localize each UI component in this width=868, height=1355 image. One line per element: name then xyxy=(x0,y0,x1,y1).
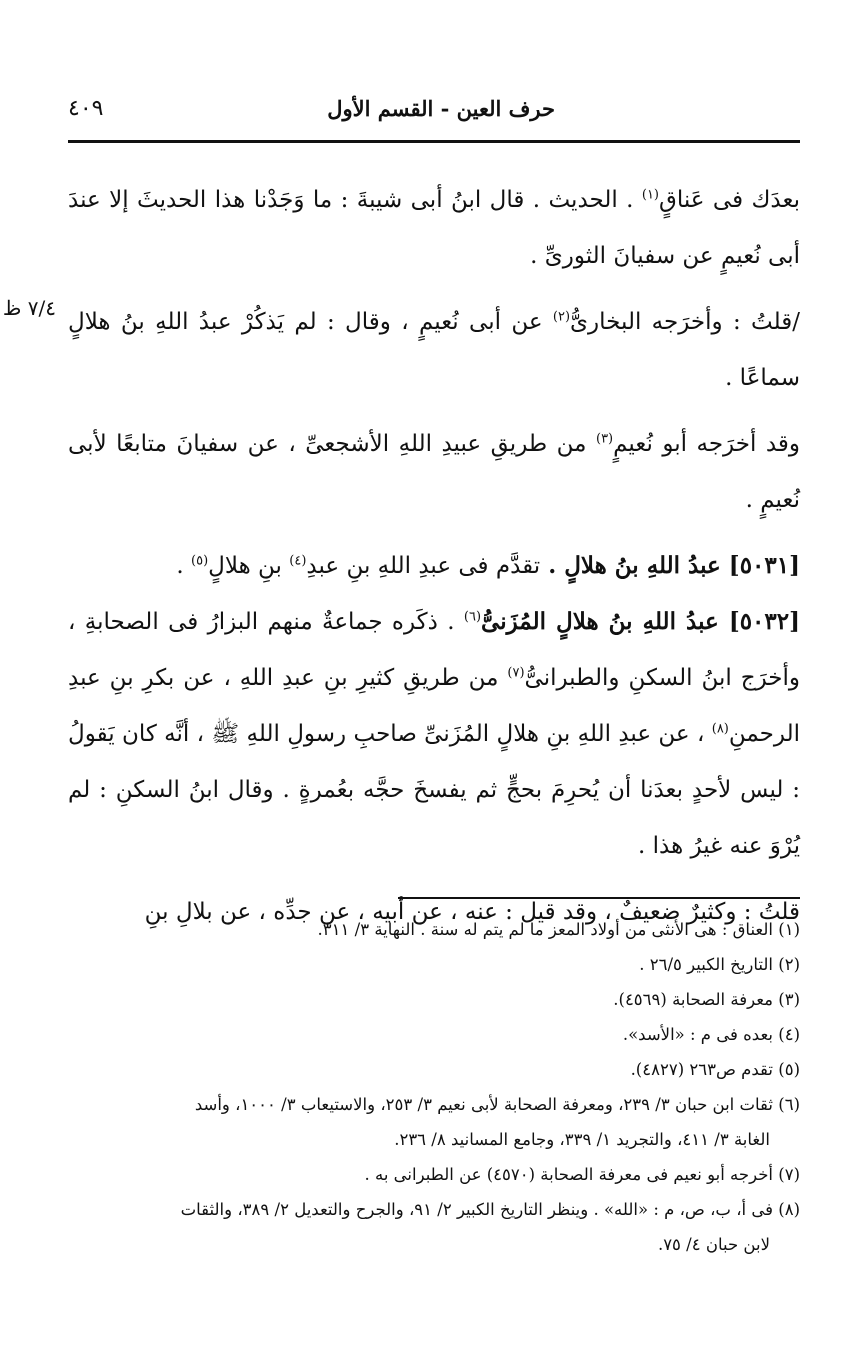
footnote-text: (٥) تقدم ص٢٦٣ (٤٨٢٧). xyxy=(630,1060,800,1079)
footnote-8 xyxy=(68,1192,800,1262)
footnote-ref: (٨) xyxy=(711,721,729,737)
footnotes xyxy=(68,912,800,1262)
footnote-7 xyxy=(68,1157,800,1192)
text-run: بعدَك فى عَناقٍ xyxy=(659,187,800,213)
footnote-text: (٤) بعده فى م : «الأسد». xyxy=(622,1025,800,1044)
header-rule xyxy=(68,140,800,143)
footnote-5 xyxy=(68,1052,800,1087)
footnote-text: (٨) فى أ، ب، ص، م : «الله» . وينظر التاريخ الكبير ٢/ ٩١، والجرح والتعديل ٢/ ٣٨٩، والثقات xyxy=(180,1200,800,1219)
text-run: قلتُ : وكثيرٌ ضعيفٌ ، وقد قيل : عنه ، عن أبيه ، عن جدِّه ، عن بلالِ بنِ xyxy=(144,899,800,925)
footnote-text: (٦) ثقات ابن حبان ٣/ ٢٣٩، ومعرفة الصحابة لأبى نعيم ٣/ ٢٥٣، والاستيعاب ٣/ ١٠٠٠، وأسد xyxy=(194,1095,800,1114)
footnote-3 xyxy=(68,982,800,1017)
footnote-text: (١) العناق : هى الأنثى من أولاد المعز ما لم يتم له سنة . النهاية ٣/ ٣١١. xyxy=(317,920,800,939)
text-run: بنِ هلالٍ xyxy=(208,553,290,579)
footnote-ref: (١) xyxy=(641,187,659,203)
entry-number: [٥٠٣١] xyxy=(728,552,800,579)
margin-folio-mark: ٧/٤ ظ xyxy=(2,296,56,320)
text-run: من طريقِ كثيرِ بنِ عبدِ اللهِ ، عن بكرِ بنِ عبدِ الرحمنِ xyxy=(68,665,800,747)
paragraph-2 xyxy=(68,294,800,406)
footnote-text: (٣) معرفة الصحابة (٤٥٦٩). xyxy=(613,990,800,1009)
header-title: حرف العين - القسم الأول xyxy=(327,96,555,121)
entry-name: عبدُ اللهِ بنُ هلالٍ . xyxy=(540,552,729,579)
footnote-ref: (٤) xyxy=(289,553,307,569)
footnote-2 xyxy=(68,947,800,982)
footnote-ref: (٦) xyxy=(463,609,482,625)
text-run: . xyxy=(176,553,191,579)
entry-number: [٥٠٣٢] xyxy=(728,608,801,635)
entry-5032 xyxy=(68,594,800,874)
paragraph-3 xyxy=(68,416,800,528)
text-run: تقدَّم فى عبدِ اللهِ بنِ عبدِ xyxy=(306,553,541,579)
text-run: . الحديث . قال ابنُ أبى شيبةَ : ما وَجَدْنا هذا الحديثَ إلا عندَ أبى نُعيمٍ عن سفيانَ الثورىِّ . xyxy=(68,187,800,269)
footnote-continuation: لابن حبان ٤/ ٧٥. xyxy=(657,1235,770,1254)
text-run: /قلتُ : وأخرَجه البخارىُّ xyxy=(570,309,800,335)
footnote-ref: (٢) xyxy=(552,309,571,325)
footnote-rule xyxy=(398,897,800,899)
text-run: من طريقِ عبيدِ اللهِ الأشجعىِّ ، عن سفيانَ متابعًا لأبى نُعيمٍ . xyxy=(68,431,800,513)
footnote-continuation: الغابة ٣/ ٤١١، والتجريد ١/ ٣٣٩، وجامع المسانيد ٨/ ٢٣٦. xyxy=(394,1130,770,1149)
footnote-1 xyxy=(68,912,800,947)
text-run: وقد أخرَجه أبو نُعيمٍ xyxy=(613,431,801,457)
entry-name: عبدُ اللهِ بنُ هلالٍ المُزَنىُّ xyxy=(481,608,729,635)
paragraph-1 xyxy=(68,172,800,284)
footnote-text: (٧) أخرجه أبو نعيم فى معرفة الصحابة (٤٥٧٠) عن الطبرانى به . xyxy=(364,1165,800,1184)
footnote-ref: (٣) xyxy=(595,431,614,447)
text-run: عن أبى نُعيمٍ ، وقال : لم يَذكُرْ عبدُ اللهِ بنُ هلالٍ سماعًا . xyxy=(68,309,800,391)
footnote-ref: (٥) xyxy=(191,553,209,569)
main-text xyxy=(68,172,800,940)
entry-5031 xyxy=(68,538,800,594)
page-number: ٤٠٩ xyxy=(68,96,104,121)
footnote-text: (٢) التاريخ الكبير ٢٦/٥ . xyxy=(639,955,800,974)
running-header xyxy=(68,92,800,132)
text-run: . ذكَره جماعةٌ منهم البزارُ فى الصحابةِ ، وأخرَج ابنُ السكنِ والطبرانىُّ xyxy=(68,609,801,691)
footnote-4 xyxy=(68,1017,800,1052)
text-run: ، عن عبدِ اللهِ بنِ هلالٍ المُزَنىِّ صاحبِ رسولِ اللهِ ﷺ ، أنَّه كان يَقولُ : ليس لأحدٍ بعدَنا أن يُحرِمَ بحجٍّ ثم يفسخَ حجَّه بعُمرةٍ . وقال ابنُ السكنِ : لم يُرْوَ عنه غيرُ هذا . xyxy=(68,721,800,859)
footnote-6 xyxy=(68,1087,800,1157)
footnote-ref: (٧) xyxy=(507,665,525,681)
